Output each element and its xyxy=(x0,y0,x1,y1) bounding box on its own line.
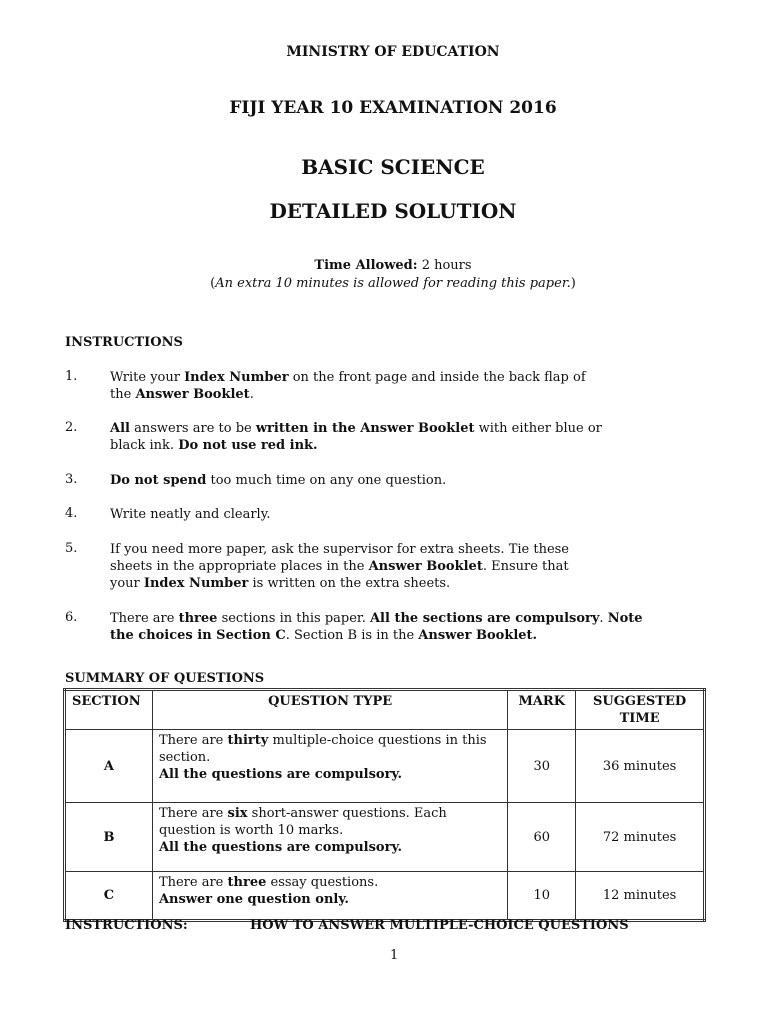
text: six xyxy=(227,806,248,821)
item-number: 5. xyxy=(65,541,78,556)
table-row xyxy=(65,872,705,921)
question-type-cell xyxy=(152,730,507,803)
section-cell: C xyxy=(65,872,153,921)
section-cell: B xyxy=(65,803,153,872)
text: Index Number xyxy=(143,576,249,591)
text: three xyxy=(178,611,218,626)
text: . xyxy=(599,611,608,626)
summary-heading: SUMMARY OF QUESTIONS xyxy=(65,671,265,686)
text: . xyxy=(249,387,254,402)
item-text xyxy=(110,541,569,592)
item-text xyxy=(110,420,602,454)
text: All the questions are compulsory. xyxy=(158,767,403,782)
time-cell: 36 minutes xyxy=(576,730,705,803)
column-header: SUGGESTED TIME xyxy=(576,690,705,730)
text: thirty xyxy=(227,733,269,748)
text: with either blue or xyxy=(474,421,602,436)
text: Answer Booklet xyxy=(135,387,250,402)
text: There are xyxy=(158,806,228,821)
page-number: 1 xyxy=(390,948,399,963)
time-cell: 72 minutes xyxy=(576,803,705,872)
mark-cell: 30 xyxy=(508,730,576,803)
text: Answer Booklet. xyxy=(418,628,538,643)
text: Answer Booklet xyxy=(368,559,483,574)
text: short-answer questions. Each question is worth 10 marks. xyxy=(158,806,447,838)
table-row xyxy=(65,803,705,872)
ministry-heading: MINISTRY OF EDUCATION xyxy=(286,44,500,60)
item-number: 2. xyxy=(65,420,78,435)
text: is written on the extra sheets. xyxy=(248,576,451,591)
text: the choices in Section C xyxy=(110,628,286,643)
table-header-row xyxy=(65,690,705,730)
mcq-instructions-title: HOW TO ANSWER MULTIPLE-CHOICE QUESTIONS xyxy=(250,918,629,933)
reading-time-note xyxy=(0,276,768,291)
text: written in the Answer Booklet xyxy=(255,421,475,436)
summary-table xyxy=(63,688,706,922)
text: All the sections are compulsory xyxy=(369,611,600,626)
item-text: Write neatly and clearly. xyxy=(110,507,271,522)
text: three xyxy=(227,875,267,890)
mark-cell: 60 xyxy=(508,803,576,872)
text: There are xyxy=(110,611,179,626)
instructions-heading: INSTRUCTIONS xyxy=(65,335,183,350)
text: . Ensure that xyxy=(482,559,569,574)
text: essay questions. xyxy=(266,875,379,890)
item-number: 4. xyxy=(65,506,78,521)
item-number: 3. xyxy=(65,472,78,487)
paren: ) xyxy=(570,276,576,291)
subject-title: BASIC SCIENCE xyxy=(301,155,485,179)
text: All the questions are compulsory. xyxy=(158,840,403,855)
item-text xyxy=(110,369,586,403)
question-type-cell xyxy=(152,803,507,872)
text: sections in this paper. xyxy=(217,611,370,626)
text: There are xyxy=(158,733,228,748)
item-text xyxy=(110,472,446,489)
note-text: An extra 10 minutes is allowed for reading this paper. xyxy=(215,276,571,291)
text: Answer one question only. xyxy=(158,892,349,907)
text: All xyxy=(110,421,130,436)
item-text xyxy=(110,610,643,644)
item-number: 6. xyxy=(65,610,78,625)
table-row xyxy=(65,730,705,803)
exam-heading: FIJI YEAR 10 EXAMINATION 2016 xyxy=(229,98,557,118)
time-value: 2 hours xyxy=(421,258,472,273)
text: multiple-choice questions in this section. xyxy=(158,733,487,765)
text: Index Number xyxy=(184,370,289,385)
text: the xyxy=(110,387,136,402)
time-allowed xyxy=(0,258,768,273)
text: black ink. xyxy=(110,438,179,453)
column-header: SECTION xyxy=(65,690,153,730)
text: Do not spend xyxy=(110,473,207,488)
text: . Section B is in the xyxy=(285,628,419,643)
column-header: MARK xyxy=(508,690,576,730)
paren: ( xyxy=(210,276,216,291)
mcq-instructions-label: INSTRUCTIONS: xyxy=(65,918,188,933)
column-header: QUESTION TYPE xyxy=(152,690,507,730)
time-cell: 12 minutes xyxy=(576,872,705,921)
text: Do not use red ink. xyxy=(178,438,318,453)
question-type-cell xyxy=(152,872,507,921)
text: Write your xyxy=(110,370,185,385)
section-cell: A xyxy=(65,730,153,803)
text: There are xyxy=(158,875,228,890)
text: your xyxy=(110,576,144,591)
document-type-title: DETAILED SOLUTION xyxy=(269,199,517,223)
text: sheets in the appropriate places in the xyxy=(110,559,369,574)
text: Note xyxy=(607,611,643,626)
text: If you need more paper, ask the supervisor for extra sheets. Tie these xyxy=(110,542,570,557)
text: answers are to be xyxy=(129,421,256,436)
text: too much time on any one question. xyxy=(206,473,447,488)
text: on the front page and inside the back flap of xyxy=(288,370,586,385)
time-label: Time Allowed: xyxy=(314,258,418,273)
mark-cell: 10 xyxy=(508,872,576,921)
item-number: 1. xyxy=(65,369,78,384)
